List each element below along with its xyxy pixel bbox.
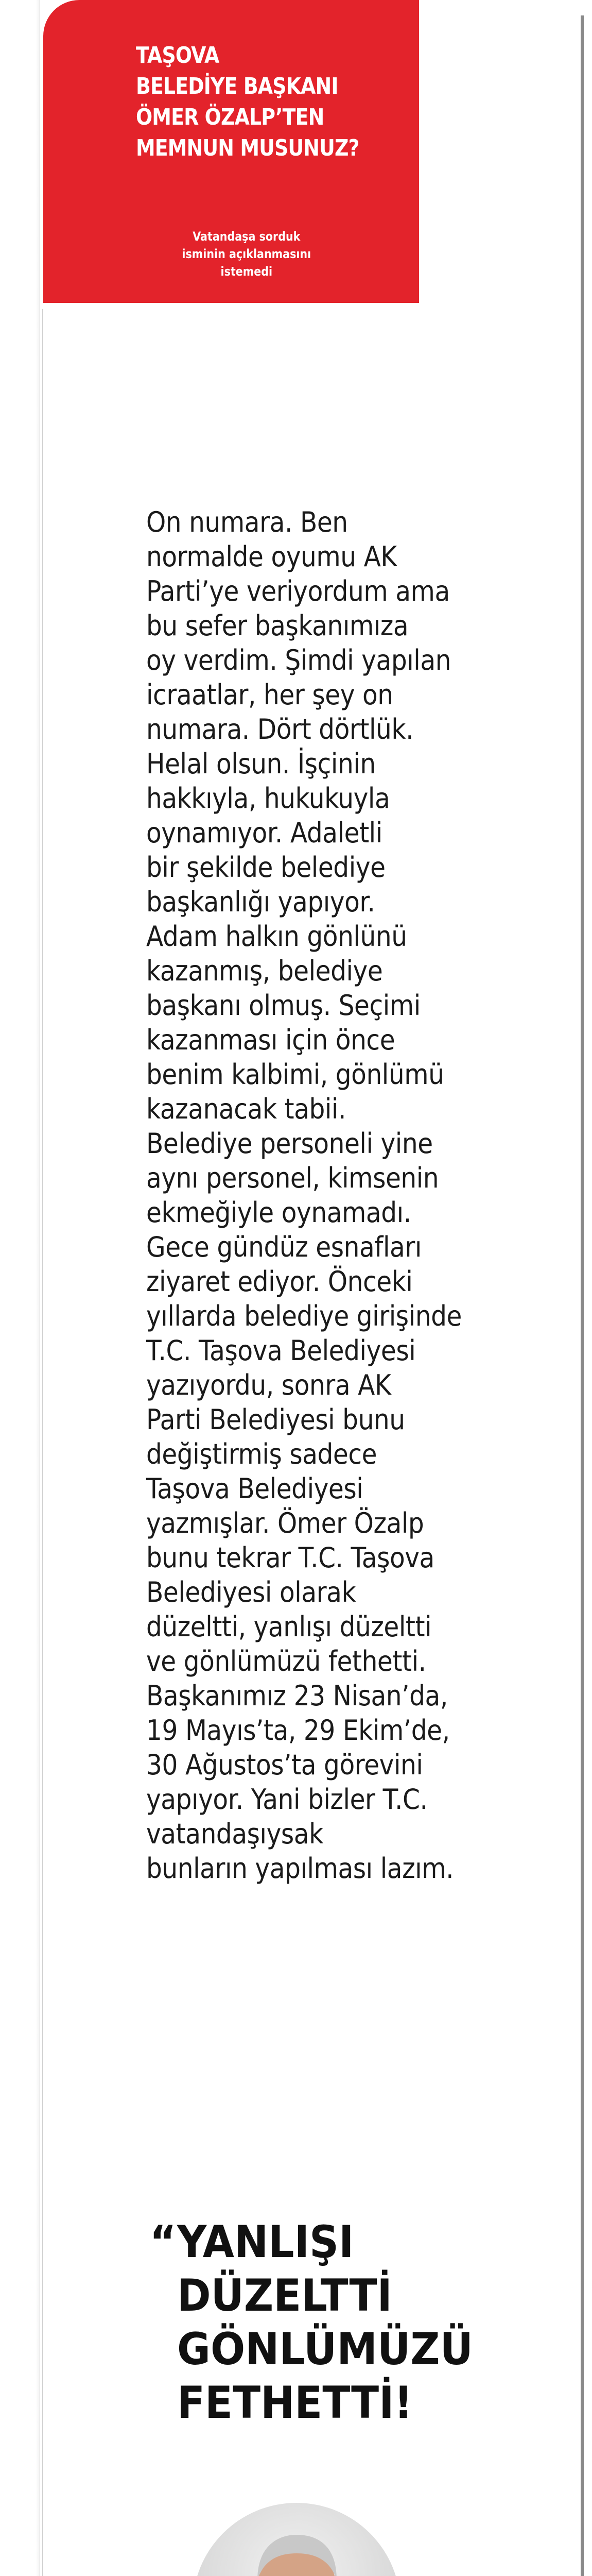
body-line: Adam halkın gönlünü [146, 920, 407, 953]
body-line: oynamıyor. Adaletli [146, 817, 382, 849]
body-line: düzeltti, yanlışı düzeltti [146, 1611, 432, 1643]
header-title-line: TAŞOVA [136, 42, 219, 69]
header-subtitle [167, 228, 326, 280]
pull-quote-line: FETHETTİ! [177, 2377, 413, 2429]
portrait-photo [193, 2503, 401, 2576]
body-line: normalde oyumu AK [146, 540, 397, 573]
header-subtitle-line: Vatandaşa sorduk [193, 229, 301, 244]
body-line: icraatlar, her şey on [146, 679, 393, 711]
body-line: kazanması için önce [146, 1024, 395, 1056]
pull-quote-line: YANLIŞI [177, 2216, 354, 2268]
body-line: Helal olsun. İşçinin [146, 748, 376, 780]
body-line: aynı personel, kimsenin [146, 1162, 439, 1194]
header-banner [43, 0, 419, 303]
body-line: Gece gündüz esnafları [146, 1231, 422, 1263]
body-line: Parti’ye veriyordum ama [146, 575, 450, 607]
body-line: On numara. Ben [146, 506, 348, 538]
header-title [136, 40, 366, 164]
body-line: numara. Dört dörtlük. [146, 713, 414, 745]
pull-quote [149, 2215, 537, 2430]
body-line: başkanlığı yapıyor. [146, 886, 375, 918]
body-line: 19 Mayıs’ta, 29 Ekim’de, [146, 1714, 450, 1747]
body-line: ekmeğiyle oynamadı. [146, 1196, 411, 1229]
body-line: kazanacak tabii. [146, 1093, 346, 1125]
right-divider [581, 15, 584, 2576]
body-line: bunların yapılması lazım. [146, 1852, 454, 1885]
body-line: ziyaret ediyor. Önceki [146, 1265, 413, 1298]
body-line: bunu tekrar T.C. Taşova [146, 1541, 434, 1574]
header-title-line: MEMNUN MUSUNUZ? [136, 135, 359, 161]
body-line: Belediye personeli yine [146, 1127, 433, 1160]
body-line: hakkıyla, hukukuyla [146, 782, 390, 815]
body-line: oy verdim. Şimdi yapılan [146, 644, 451, 676]
body-line: yıllarda belediye girişinde [146, 1300, 462, 1332]
body-line: Parti Belediyesi bunu [146, 1403, 405, 1436]
body-line: değiştirmiş sadece [146, 1438, 377, 1470]
header-title-line: ÖMER ÖZALP’TEN [136, 104, 324, 130]
body-line: 30 Ağustos’ta görevini [146, 1749, 423, 1781]
body-line: bir şekilde belediye [146, 851, 386, 884]
body-line: vatandaşıysak [146, 1818, 323, 1850]
body-line: yazıyordu, sonra AK [146, 1369, 391, 1401]
body-line: ve gönlümüzü fethetti. [146, 1645, 426, 1677]
body-line: yapıyor. Yani bizler T.C. [146, 1783, 428, 1816]
left-divider [42, 309, 43, 2576]
body-line: Belediyesi olarak [146, 1576, 356, 1608]
body-line: yazmışlar. Ömer Özalp [146, 1507, 424, 1539]
quote-mark: “ [149, 2216, 177, 2268]
body-line: başkanı olmuş. Seçimi [146, 989, 421, 1022]
body-line: T.C. Taşova Belediyesi [146, 1334, 416, 1367]
article-body [146, 505, 480, 1886]
pull-quote-line: DÜZELTTİ [177, 2270, 392, 2321]
header-subtitle-line: isminin açıklanmasını istemedi [182, 247, 311, 279]
body-line: bu sefer başkanımıza [146, 609, 409, 642]
body-line: kazanmış, belediye [146, 955, 383, 987]
left-margin-shadow [0, 0, 40, 2576]
portrait-illustration [193, 2503, 401, 2576]
body-line: Başkanımız 23 Nisan’da, [146, 1680, 448, 1712]
header-title-line: BELEDİYE BAŞKANI [136, 73, 338, 99]
body-line: Taşova Belediyesi [146, 1472, 363, 1505]
pull-quote-line: GÖNLÜMÜZÜ [177, 2324, 473, 2375]
body-line: benim kalbimi, gönlümü [146, 1058, 444, 1091]
